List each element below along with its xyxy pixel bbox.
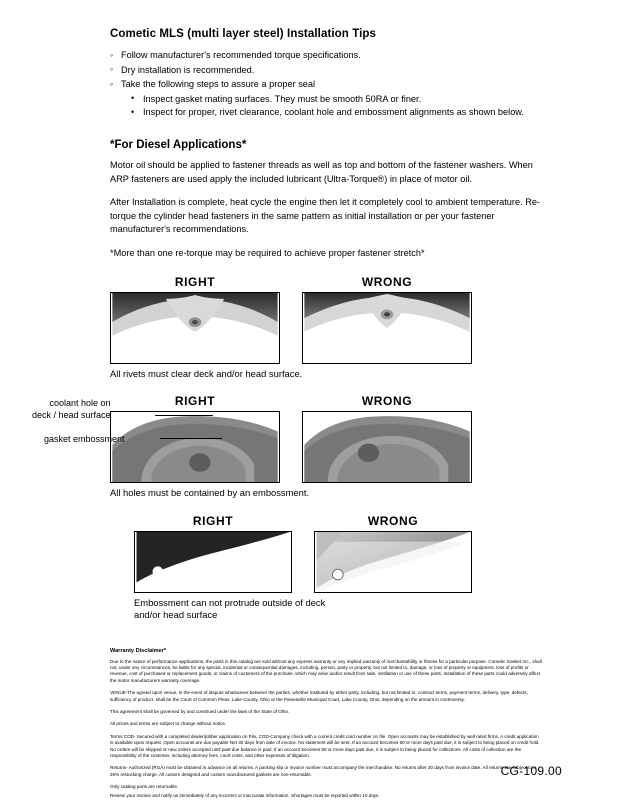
- warranty-paragraph: All prices and terms are subject to change without notice.: [110, 721, 227, 727]
- diesel-paragraph-3: *More than one re-torque may be required to achieve proper fastener stretch*: [110, 247, 425, 258]
- figure-caption-rivets: All rivets must clear deck and/or head surface.: [110, 367, 303, 379]
- figure-row-protrusion: [134, 514, 540, 593]
- page-title: Cometic MLS (multi layer steel) Installation Tips: [110, 28, 377, 40]
- diesel-paragraph-2: After Installation is complete, heat cycle the engine then let it completely cool to ambient temperature. Re-torque the cylinder head fasteners in the same pattern as initial installation or per your fastener manufacturer's recommendations.: [110, 197, 540, 235]
- list-item: • Inspect gasket mating surfaces. They must be smooth 50RA or finer.: [131, 93, 576, 107]
- warranty-section: [110, 648, 542, 800]
- diesel-paragraph-1: Motor oil should be applied to fastener threads as well as top and bottom of the fastener washers. When ARP fasteners are used apply the included lubricant (Ultra-Torque®) in place of motor oil.: [110, 159, 533, 184]
- warranty-paragraph: Due to the nature of performance applications, the parts in this catalog are sold without any express warranty or any implied warranty of merchantability or fitness for a particular purpose. Cometic Gasket Inc., shall not, under any circumstances, be liable for any special, incidental or consequential damages, including, person, party or property, but not limited to, damage, or loss of property or equipment, loss of profits or revenue, cost of purchased or replacement goods, or claims of customers of the purchase, which may arise and/or result from sale, instillation or use of these parts. Installation of these parts could adversely affect the motor manufacturers warranty coverage.: [110, 658, 542, 683]
- figure-label-right: RIGHT: [192, 513, 234, 528]
- figure-wrong-protrusion: [314, 514, 472, 593]
- figure-row-rivets: [110, 275, 540, 364]
- callout-gasket-embossment: [44, 433, 125, 445]
- figure-row-embossment: [110, 394, 540, 483]
- figure-label-wrong: WRONG: [367, 513, 419, 528]
- warranty-paragraph: Returns- Authorized (RGA) must be obtained in advance on all returns. A packing slip or invoice number must accompany the merchandise. No returns after 30 days from invoice date. All returns are subject to a 25% restocking charge. All custom designed and custom manufactured gaskets are non-returnable.: [110, 765, 536, 777]
- figure-label-right: RIGHT: [174, 274, 216, 289]
- callout-gasket-embossment-label: gasket embossment: [44, 433, 125, 444]
- figure-wrong-rivets: [302, 275, 472, 364]
- warranty-paragraph: Only catalog parts are returnable.: [110, 784, 179, 790]
- installation-tips-list: [110, 49, 576, 120]
- figure-label-wrong: WRONG: [361, 394, 413, 409]
- figure-caption-protrusion-line1: Embossment can not protrude outside of deck: [134, 596, 326, 608]
- figure-wrong-embossment: [302, 394, 472, 483]
- diesel-section-heading: *For Diesel Applications*: [110, 138, 247, 151]
- figure-right-embossment: [110, 394, 280, 483]
- document-number: CG-109.00: [500, 764, 562, 778]
- list-item-label: Take the following steps to assure a proper seal: [121, 79, 316, 90]
- installation-sub-list: [121, 93, 576, 120]
- warranty-paragraph: Terms COD- Secured with a completed dealer/jobber application on File, COD-Company check with a current credit card number on file. Open accounts may be established by well rated firms. A credit application is available upon request. Open accounts are due payable Net 30 days from date of invoice. No statement will be sent. If an account becomes 60 or more days past due, it is subject to being placed on credit hold. No orders will be shipped or new orders accepted until past due balance is paid. If an account becomes 90 or more days past due, it is subject to being placed for collections. All costs of collection are the responsibility of the customer, including attorney fees, court costs, and other expenses of litigation.: [110, 733, 540, 758]
- figure-image-right-protrusion: [134, 531, 292, 593]
- warranty-paragraph: This agreement shall be governed by and construed under the laws of the State of Ohio.: [110, 708, 290, 714]
- figure-image-wrong-rivets: [302, 292, 472, 364]
- list-item: [110, 78, 576, 120]
- callout-leader-embossment: [160, 438, 222, 439]
- figure-caption-protrusion: [134, 597, 540, 622]
- figure-right-rivets: [110, 275, 280, 364]
- figure-image-right-embossment: [110, 411, 280, 483]
- figure-right-protrusion: [134, 514, 292, 593]
- callout-coolant-hole-line2: deck / head surface: [32, 409, 111, 420]
- figure-label-right: RIGHT: [174, 394, 216, 409]
- list-item: ◦ Dry installation is recommended.: [110, 64, 576, 78]
- figures-area: [32, 274, 540, 622]
- callout-coolant-hole: [32, 397, 111, 421]
- figure-image-wrong-embossment: [302, 411, 472, 483]
- list-item: • Inspect for proper, rivet clearance, coolant hole and embossment alignments as shown below.: [131, 106, 576, 120]
- figure-image-wrong-protrusion: [314, 531, 472, 593]
- warranty-paragraph: Review your invoice and notify us immediately of any incorrect or inaccurate information. Shortages must be reported within 10 days.: [110, 792, 380, 798]
- figure-caption-embossment: All holes must be contained by an embossment.: [110, 487, 310, 499]
- warranty-paragraph: VENUE-The agreed upon venue, in the event of dispute whatsoever between the parties, whether instituted by either party, including, but not limited to, contract terms, payment terms, delivery, type, defects, sufficiency of product, shall be the Court of Common Pleas, Lake County, Ohio or the Painesville Municipal Court, Lake County, Ohio, depending on the amount in controversy.: [110, 690, 528, 702]
- warranty-heading: Warranty Disclaimer*: [110, 647, 167, 654]
- callout-coolant-hole-line1: coolant hole on: [49, 397, 111, 408]
- figure-caption-protrusion-line2: and/or head surface: [134, 609, 218, 621]
- callout-leader-coolant: [155, 415, 213, 416]
- figure-label-wrong: WRONG: [361, 274, 413, 289]
- figure-image-right-rivets: [110, 292, 280, 364]
- list-item: ◦ Follow manufacturer's recommended torque specifications.: [110, 49, 576, 63]
